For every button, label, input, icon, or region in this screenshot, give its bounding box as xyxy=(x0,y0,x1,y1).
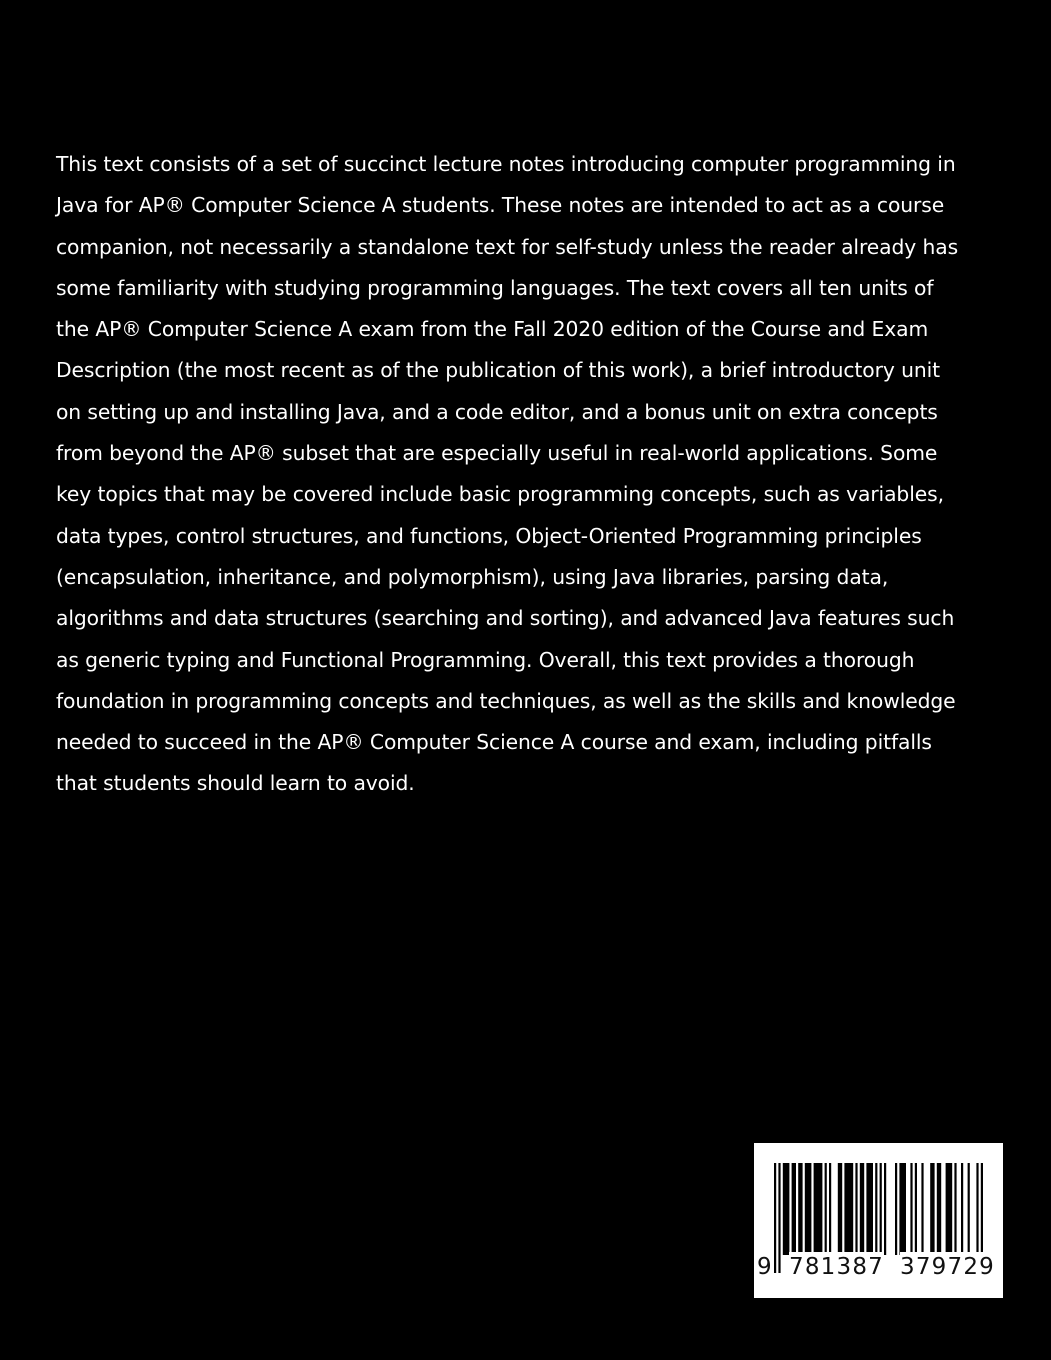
isbn-lead-digit: 9 xyxy=(757,1254,772,1280)
barcode-bar xyxy=(829,1163,831,1255)
barcode-bar xyxy=(910,1163,912,1255)
barcode-bar xyxy=(937,1163,941,1255)
isbn-right-group: 379729 xyxy=(900,1254,995,1280)
barcode-bar xyxy=(968,1163,970,1255)
barcode-bar xyxy=(961,1163,963,1255)
description-line: companion, not necessarily a standalone text for self-study unless the reader already has xyxy=(56,234,959,259)
description-line: Java for AP® Computer Science A students. These notes are intended to act as a course xyxy=(56,193,945,218)
barcode-bar xyxy=(814,1163,823,1255)
barcode-bar xyxy=(866,1163,873,1255)
barcode-bar xyxy=(921,1163,923,1255)
description-line: data types, control structures, and functions, Object-Oriented Programming principles xyxy=(56,523,922,548)
barcode-bar xyxy=(783,1163,790,1255)
description-line: some familiarity with studying programming languages. The text covers all ten units of xyxy=(56,275,934,300)
back-cover-description xyxy=(56,144,991,805)
description-line: from beyond the AP® subset that are especially useful in real-world applications. Some xyxy=(56,441,938,466)
barcode-bar xyxy=(844,1163,853,1255)
barcode-bar xyxy=(884,1163,886,1255)
barcode-bar xyxy=(930,1163,934,1255)
barcode-bar xyxy=(805,1163,812,1255)
description-line: foundation in programming concepts and techniques, as well as the skills and knowledge xyxy=(56,688,956,713)
barcode-bar xyxy=(954,1163,956,1255)
barcode-bar xyxy=(825,1163,827,1255)
barcode-bar xyxy=(895,1163,897,1255)
description-line: the AP® Computer Science A exam from the Fall 2020 edition of the Course and Exam xyxy=(56,317,929,342)
barcode-bar xyxy=(855,1163,857,1255)
isbn-left-group: 781387 xyxy=(789,1254,884,1280)
barcode-bar xyxy=(860,1163,864,1255)
barcode-bar xyxy=(838,1163,842,1255)
description-line: (encapsulation, inheritance, and polymorphism), using Java libraries, parsing data, xyxy=(56,564,889,589)
barcode-bar xyxy=(899,1163,906,1255)
barcode-bar xyxy=(798,1163,802,1255)
description-line: Description (the most recent as of the publication of this work), a brief introductory unit xyxy=(56,358,940,383)
barcode-bar xyxy=(778,1163,780,1273)
barcode-bar xyxy=(915,1163,917,1255)
description-line: as generic typing and Functional Programming. Overall, this text provides a thorough xyxy=(56,647,915,672)
barcode-bar xyxy=(792,1163,796,1255)
description-line: algorithms and data structures (searching and sorting), and advanced Java features such xyxy=(56,606,955,631)
barcode-bar xyxy=(946,1163,953,1255)
description-line: This text consists of a set of succinct lecture notes introducing computer programming in xyxy=(56,152,956,176)
description-line: that students should learn to avoid. xyxy=(56,771,415,796)
barcode-bar xyxy=(774,1163,776,1273)
description-line: key topics that may be covered include basic programming concepts, such as variables, xyxy=(56,482,944,507)
description-line: needed to succeed in the AP® Computer Science A course and exam, including pitfalls xyxy=(56,730,932,755)
description-line: on setting up and installing Java, and a code editor, and a bonus unit on extra concepts xyxy=(56,399,938,424)
